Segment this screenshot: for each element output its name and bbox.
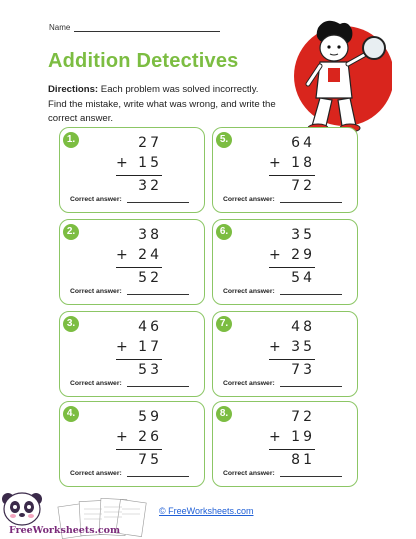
correct-answer-label: Correct answer: bbox=[223, 380, 275, 387]
plus-sign: + bbox=[269, 339, 281, 355]
correct-answer-row bbox=[223, 379, 342, 387]
correct-answer-field[interactable] bbox=[280, 195, 342, 203]
addition-problem bbox=[269, 133, 315, 196]
problem-number: 5. bbox=[216, 132, 232, 148]
correct-answer-field[interactable] bbox=[127, 195, 189, 203]
problem-card bbox=[59, 311, 205, 397]
correct-answer-row bbox=[70, 287, 189, 295]
addend-top: 38 bbox=[138, 227, 162, 243]
correct-answer-field[interactable] bbox=[280, 287, 342, 295]
detective-mascot-icon bbox=[282, 18, 392, 136]
correct-answer-label: Correct answer: bbox=[223, 470, 275, 477]
addend-top: 27 bbox=[138, 135, 162, 151]
addition-problem bbox=[269, 407, 315, 470]
plus-sign: + bbox=[116, 247, 128, 263]
incorrect-sum: 73 bbox=[269, 359, 315, 380]
correct-answer-label: Correct answer: bbox=[70, 196, 122, 203]
problem-number: 2. bbox=[63, 224, 79, 240]
incorrect-sum: 52 bbox=[116, 267, 162, 288]
incorrect-sum: 72 bbox=[269, 175, 315, 196]
plus-sign: + bbox=[116, 429, 128, 445]
problem-card bbox=[212, 401, 358, 487]
directions-label: Directions: bbox=[48, 84, 99, 95]
problem-card bbox=[212, 219, 358, 305]
directions-text: Each problem was solved incorrectly. Find the mistake, write what was wrong, and write the correct answer. bbox=[48, 84, 276, 124]
addition-problem bbox=[116, 133, 162, 196]
freeworksheets-logo-text: FreeWorksheets.com bbox=[9, 525, 121, 536]
incorrect-sum: 75 bbox=[116, 449, 162, 470]
problem-card bbox=[59, 401, 205, 487]
incorrect-sum: 53 bbox=[116, 359, 162, 380]
correct-answer-label: Correct answer: bbox=[223, 196, 275, 203]
problem-number: 6. bbox=[216, 224, 232, 240]
correct-answer-field[interactable] bbox=[280, 469, 342, 477]
correct-answer-row bbox=[223, 287, 342, 295]
problem-card bbox=[212, 311, 358, 397]
addend-bottom: 29 bbox=[291, 247, 315, 263]
addend-top: 64 bbox=[291, 135, 315, 151]
addend-top: 59 bbox=[138, 409, 162, 425]
addend-bottom: 24 bbox=[138, 247, 162, 263]
name-field[interactable] bbox=[74, 23, 220, 32]
addition-problem bbox=[116, 407, 162, 470]
correct-answer-label: Correct answer: bbox=[70, 470, 122, 477]
freeworksheets-link[interactable]: © FreeWorksheets.com bbox=[159, 506, 254, 516]
addition-problem bbox=[269, 317, 315, 380]
addend-top: 46 bbox=[138, 319, 162, 335]
correct-answer-row bbox=[223, 469, 342, 477]
addition-problem bbox=[116, 317, 162, 380]
addend-bottom: 15 bbox=[138, 155, 162, 171]
correct-answer-field[interactable] bbox=[127, 469, 189, 477]
correct-answer-field[interactable] bbox=[127, 287, 189, 295]
incorrect-sum: 81 bbox=[269, 449, 315, 470]
problem-number: 1. bbox=[63, 132, 79, 148]
name-label: Name bbox=[49, 23, 71, 32]
problem-card bbox=[59, 219, 205, 305]
correct-answer-field[interactable] bbox=[127, 379, 189, 387]
problem-number: 4. bbox=[63, 406, 79, 422]
incorrect-sum: 32 bbox=[116, 175, 162, 196]
correct-answer-row bbox=[223, 195, 342, 203]
addend-bottom: 18 bbox=[291, 155, 315, 171]
correct-answer-row bbox=[70, 379, 189, 387]
correct-answer-label: Correct answer: bbox=[70, 380, 122, 387]
addend-bottom: 26 bbox=[138, 429, 162, 445]
problem-card bbox=[59, 127, 205, 213]
plus-sign: + bbox=[269, 155, 281, 171]
problem-number: 8. bbox=[216, 406, 232, 422]
correct-answer-label: Correct answer: bbox=[70, 288, 122, 295]
page-title: Addition Detectives bbox=[48, 50, 239, 72]
correct-answer-field[interactable] bbox=[280, 379, 342, 387]
addend-top: 48 bbox=[291, 319, 315, 335]
addend-bottom: 17 bbox=[138, 339, 162, 355]
plus-sign: + bbox=[269, 247, 281, 263]
correct-answer-row bbox=[70, 195, 189, 203]
correct-answer-label: Correct answer: bbox=[223, 288, 275, 295]
addend-top: 35 bbox=[291, 227, 315, 243]
problem-number: 7. bbox=[216, 316, 232, 332]
problem-number: 3. bbox=[63, 316, 79, 332]
plus-sign: + bbox=[116, 155, 128, 171]
problem-card bbox=[212, 127, 358, 213]
plus-sign: + bbox=[116, 339, 128, 355]
correct-answer-row bbox=[70, 469, 189, 477]
directions bbox=[48, 83, 278, 127]
addition-problem bbox=[269, 225, 315, 288]
addend-bottom: 19 bbox=[291, 429, 315, 445]
incorrect-sum: 54 bbox=[269, 267, 315, 288]
addend-top: 72 bbox=[291, 409, 315, 425]
plus-sign: + bbox=[269, 429, 281, 445]
addend-bottom: 35 bbox=[291, 339, 315, 355]
name-row bbox=[49, 23, 220, 32]
addition-problem bbox=[116, 225, 162, 288]
